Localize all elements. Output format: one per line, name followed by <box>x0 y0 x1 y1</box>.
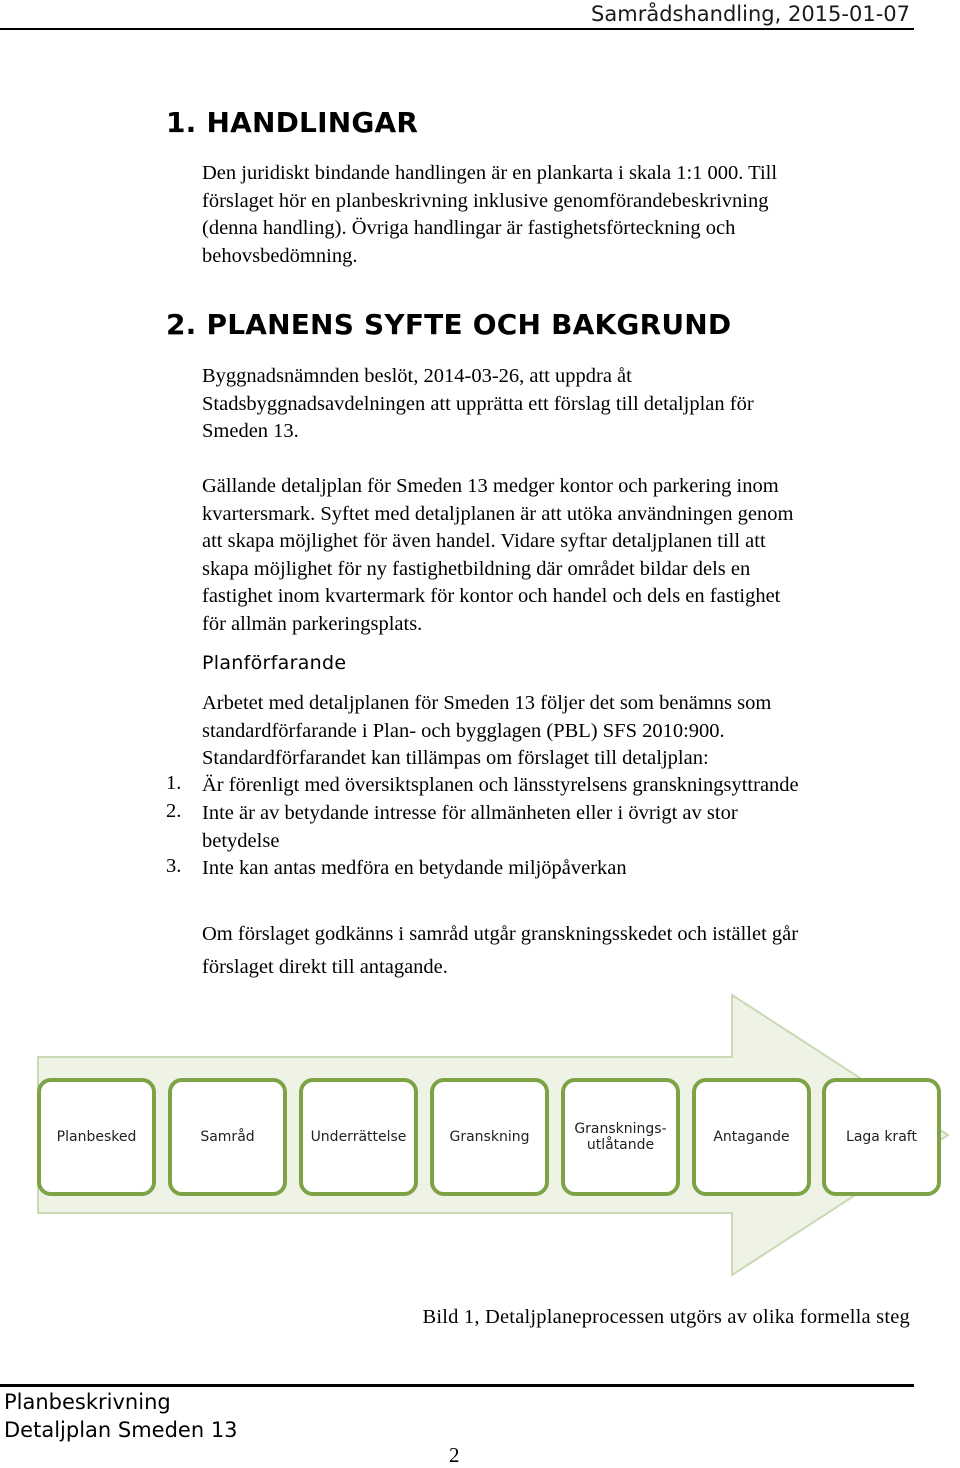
footer-title: Planbeskrivning <box>4 1390 171 1414</box>
text-line: förslaget direkt till antagande. <box>202 956 448 978</box>
process-step-label: Antagande <box>713 1129 790 1145</box>
process-step-label: Planbesked <box>56 1129 137 1145</box>
text-line: förslaget hör en planbeskrivning inklusive genomförandebeskrivning <box>202 189 769 212</box>
text-line: Inte är av betydande intresse för allmänheten eller i övrigt av stor <box>202 802 738 824</box>
text-line: (denna handling). Övriga handlingar är fastighetsförteckning och <box>202 217 736 239</box>
text-line: Smeden 13. <box>202 420 299 442</box>
section2-paragraph-2 <box>202 473 914 638</box>
section1-heading: 1. HANDLINGAR <box>166 106 419 139</box>
section2-paragraph-4 <box>202 918 914 984</box>
text-line: behovsbedömning. <box>202 244 358 267</box>
text-line: Byggnadsnämnden beslöt, 2014-03-26, att uppdra åt <box>202 365 632 387</box>
section2-paragraph-1 <box>202 363 914 446</box>
list-number: 3. <box>166 855 182 877</box>
text-line: Är förenligt med översiktsplanen och länsstyrelsens granskningsyttrande <box>202 774 799 796</box>
list-number: 2. <box>166 800 182 822</box>
process-step-label: Samråd <box>200 1129 255 1145</box>
process-step-label: Underrättelse <box>310 1129 407 1145</box>
section2-paragraph-3 <box>202 690 914 773</box>
text-line: fastighet inom kvartermark för kontor och handel och dels en fastighet <box>202 585 781 607</box>
page-number: 2 <box>449 1443 460 1467</box>
text-line: skapa möjlighet för ny fastighetbildning där området bildar dels en <box>202 557 751 580</box>
text-line: Den juridiskt bindande handlingen är en plankarta i skala 1:1 000. Till <box>202 162 778 184</box>
section2-heading: 2. PLANENS SYFTE OCH BAKGRUND <box>166 308 732 341</box>
list-number: 1. <box>166 772 182 794</box>
text-line: att skapa möjlighet för även handel. Vidare syftar detaljplanen till att <box>202 530 766 552</box>
process-step-box <box>168 1078 287 1196</box>
text-line: Standardförfarandet kan tillämpas om förslaget till detaljplan: <box>202 747 709 769</box>
header-divider <box>0 28 914 30</box>
footer-subtitle: Detaljplan Smeden 13 <box>4 1418 238 1442</box>
list-item <box>202 855 914 883</box>
process-step-label: Gransknings- utlåtande <box>574 1121 667 1153</box>
process-step-label: Laga kraft <box>846 1129 917 1145</box>
text-line: Gällande detaljplan för Smeden 13 medger kontor och parkering inom <box>202 475 779 497</box>
text-line: Inte kan antas medföra en betydande miljöpåverkan <box>202 857 627 879</box>
process-step-box <box>822 1078 941 1196</box>
list-item <box>202 772 914 800</box>
process-step-label: Granskning <box>449 1129 530 1145</box>
process-step-box <box>692 1078 811 1196</box>
footer-divider <box>0 1384 914 1387</box>
text-line: Om förslaget godkänns i samråd utgår granskningsskedet och istället går <box>202 923 799 945</box>
text-line: standardförfarande i Plan- och bygglagen (PBL) SFS 2010:900. <box>202 719 725 742</box>
process-step-box <box>430 1078 549 1196</box>
process-step-box <box>561 1078 680 1196</box>
text-line: Arbetet med detaljplanen för Smeden 13 följer det som benämns som <box>202 692 772 714</box>
process-step-box <box>37 1078 156 1196</box>
list-item <box>202 800 914 855</box>
text-line: Stadsbyggnadsavdelningen att upprätta ett förslag till detaljplan för <box>202 392 754 415</box>
header-date: Samrådshandling, 2015-01-07 <box>591 2 910 26</box>
text-line: för allmän parkeringsplats. <box>202 612 423 635</box>
section1-paragraph <box>202 160 914 270</box>
text-line: kvartersmark. Syftet med detaljplanen är att utöka användningen genom <box>202 502 794 525</box>
figure-caption: Bild 1, Detaljplaneprocessen utgörs av olika formella steg <box>422 1306 910 1328</box>
text-line: betydelse <box>202 829 280 852</box>
process-step-box <box>299 1078 418 1196</box>
planforfarande-subheading: Planförfarande <box>202 652 347 674</box>
